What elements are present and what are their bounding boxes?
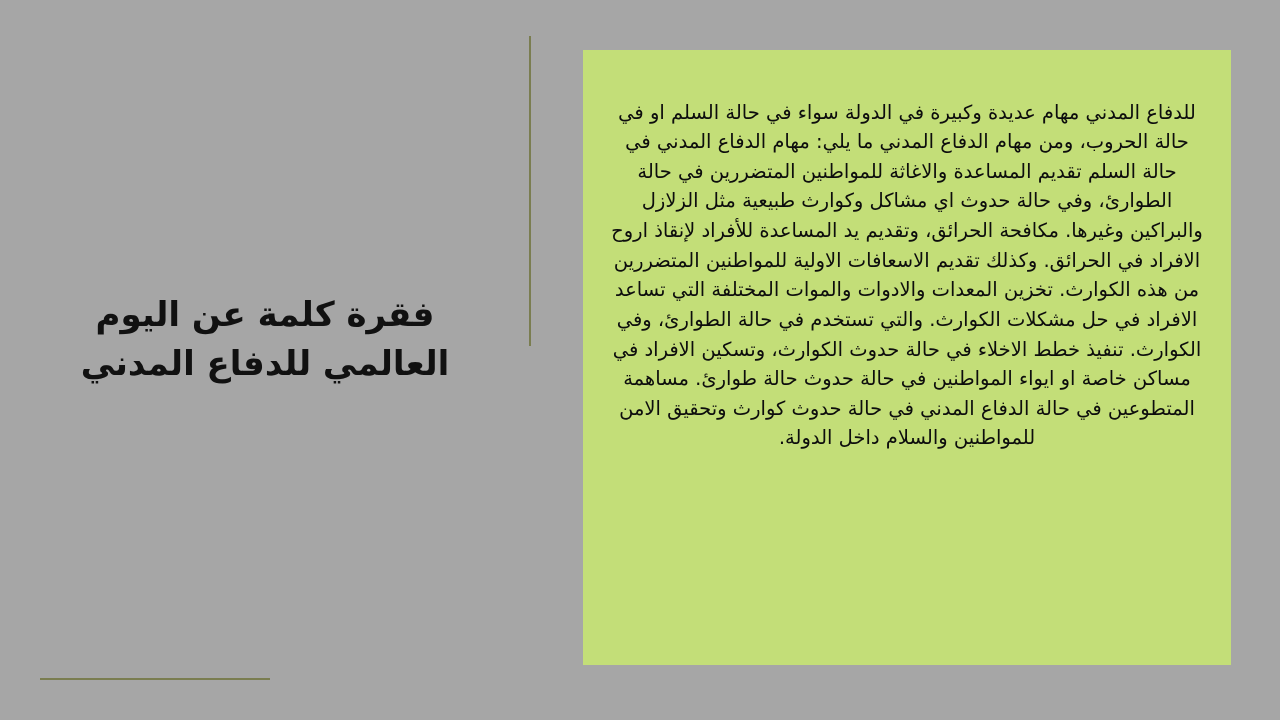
vertical-divider — [529, 36, 531, 346]
page-title: فقرة كلمة عن اليوم العالمي للدفاع المدني — [80, 294, 450, 384]
horizontal-accent-rule — [40, 678, 270, 680]
slide-title-block — [40, 40, 510, 640]
body-text: للدفاع المدني مهام عديدة وكبيرة في الدولة سواء في حالة السلم او في حالة الحروب، ومن مهام الدفاع المدني ما يلي: مهام الدفاع المدني في حالة السلم تقديم المساعدة والاغاثة للمواطنين المتضررين في حالة الطوارئ، وفي حالة حدوث اي مشاكل وكوارث طبيعية مثل الزلازل والبراكين وغيرها. مكافحة الحرائق، وتقديم يد المساعدة للأفراد لإنقاذ اروح الافراد في الحرائق. وكذلك تقديم الاسعافات الاولية للمواطنين المتضررين من هذه الكوارث. تخزين المعدات والادوات والموات المختلفة التي تساعد الافراد في حل مشكلات الكوارث. والتي تستخدم في حالة الطوارئ، وفي الكوارث. تنفيذ خطط الاخلاء في حالة حدوث الكوارث، وتسكين الافراد في مساكن خاصة او ايواء المواطنين في حالة حدوث حالة طوارئ. مساهمة المتطوعين في حالة الدفاع المدني في حالة حدوث كوارث وتحقيق الامن للمواطنين والسلام داخل الدولة. — [604, 100, 1203, 450]
content-panel — [583, 50, 1231, 665]
